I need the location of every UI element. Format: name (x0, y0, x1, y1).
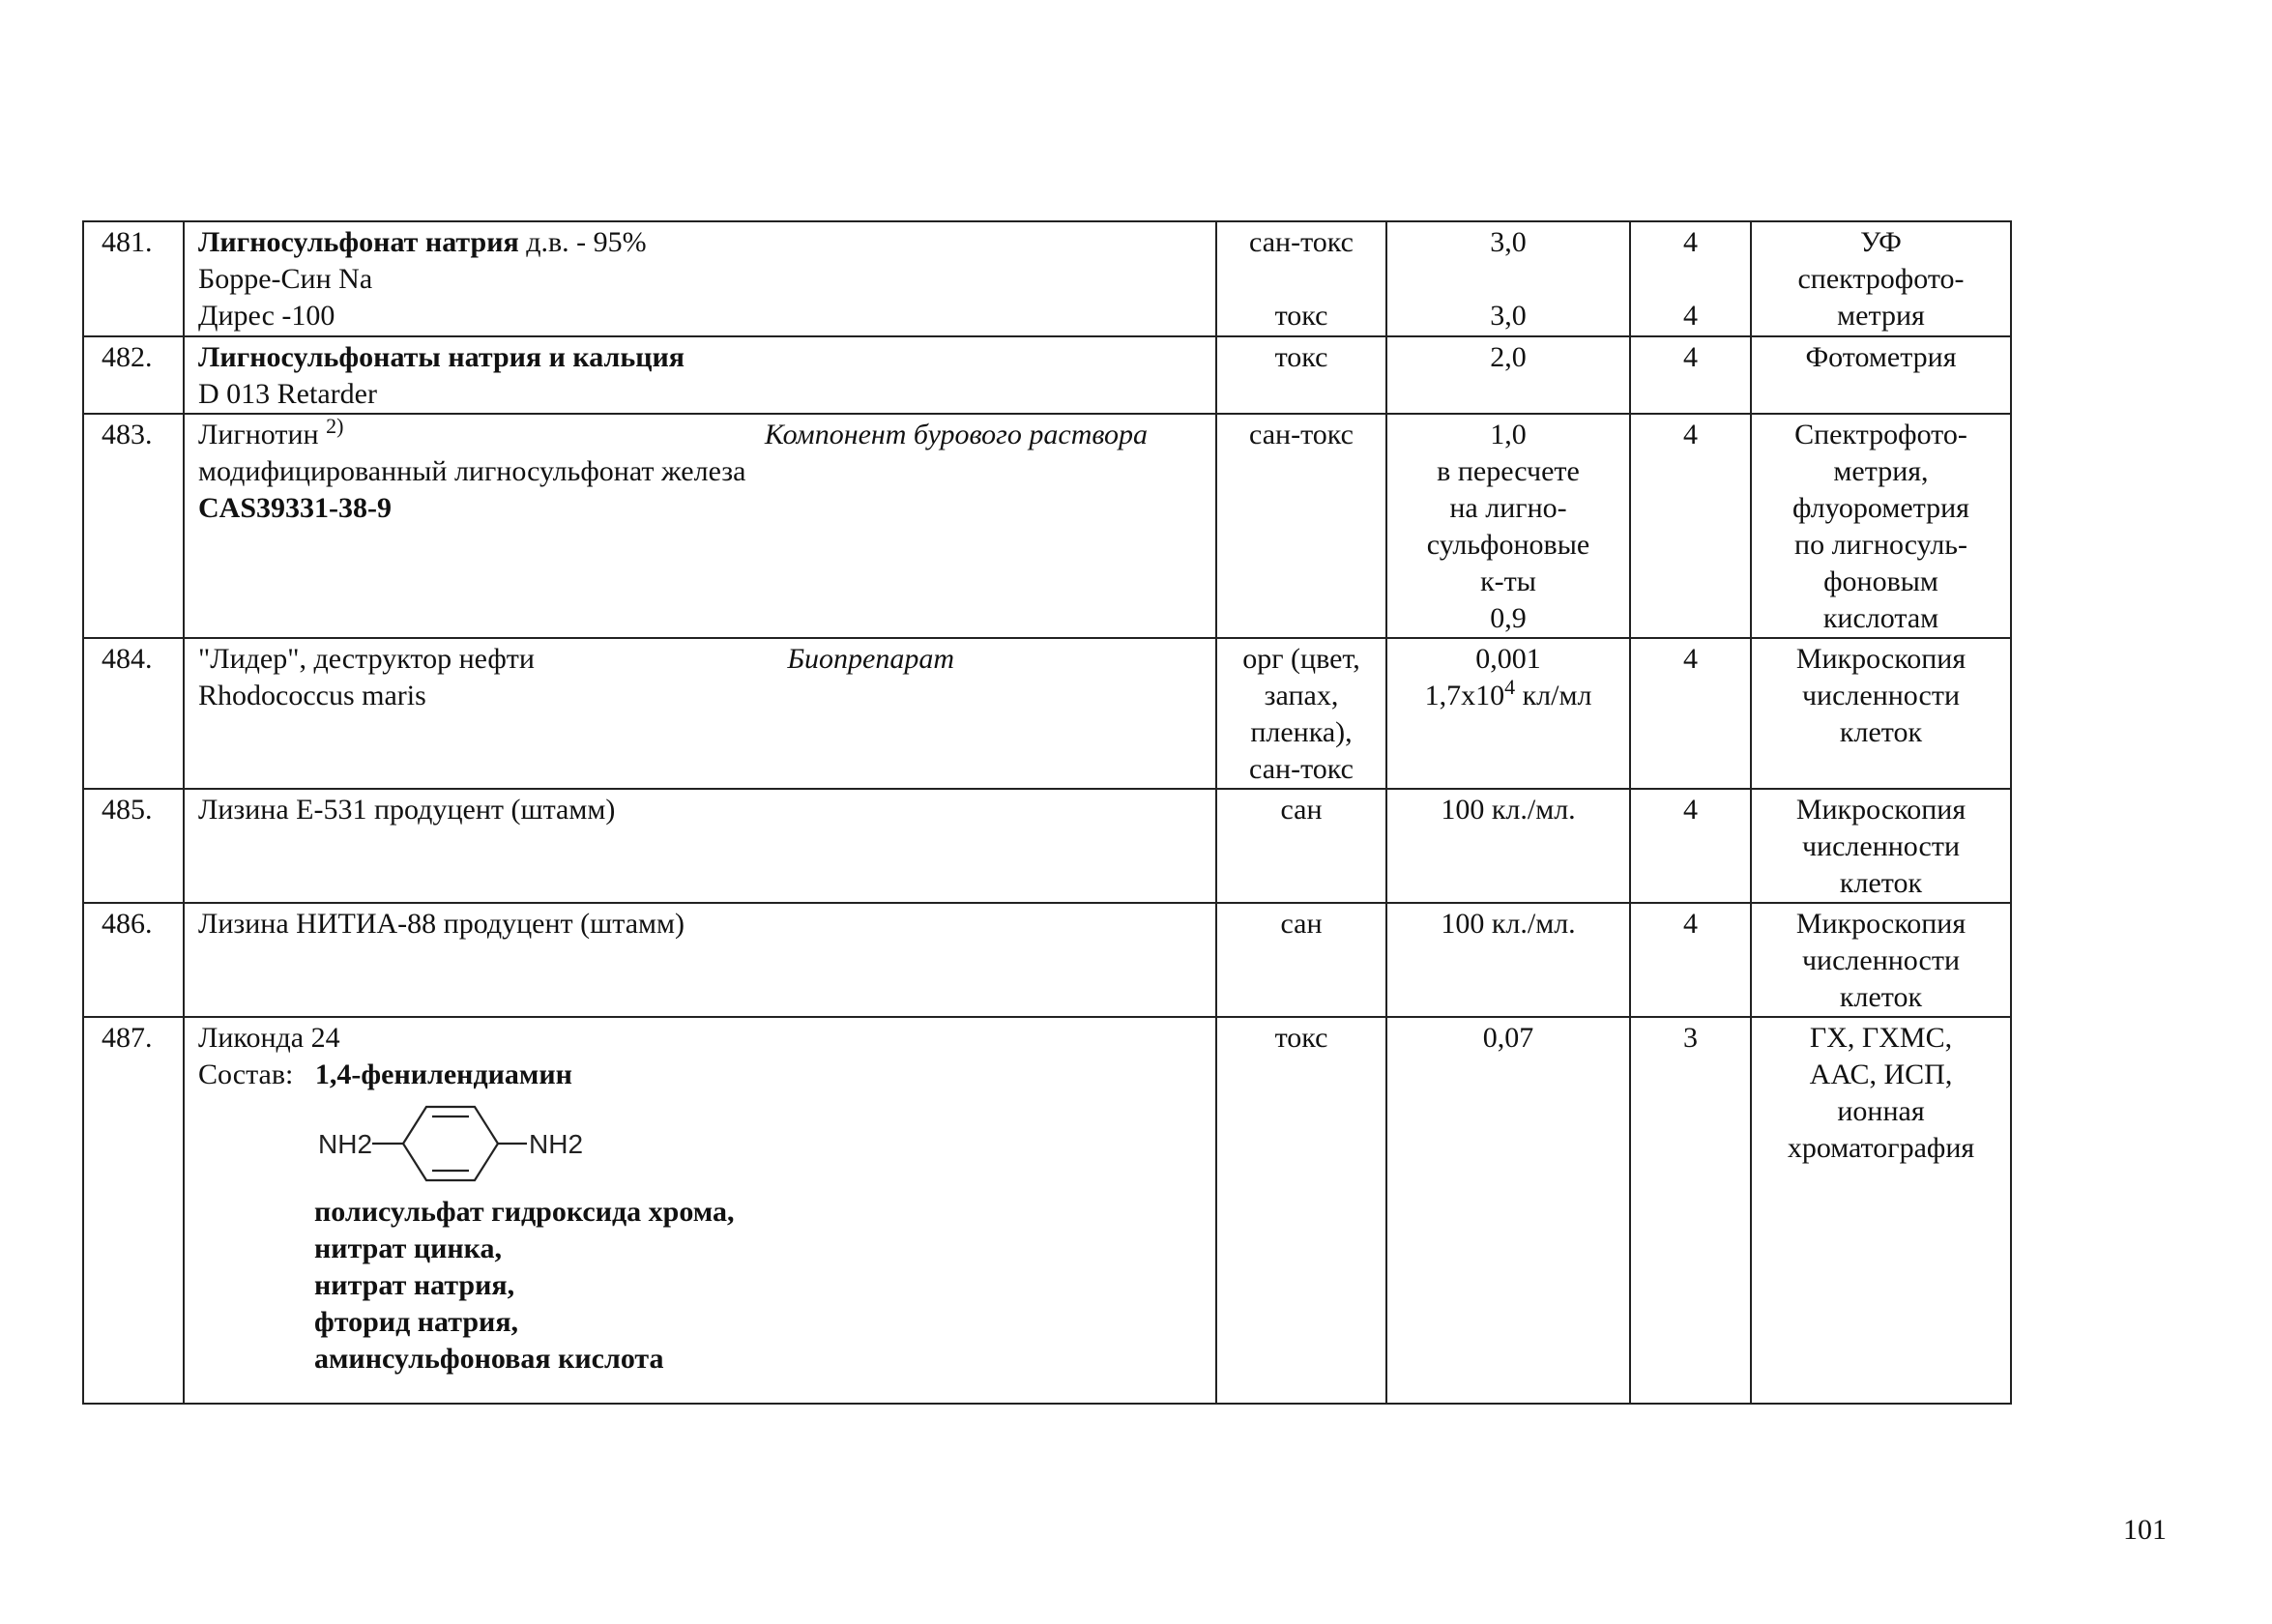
class-cell: 4 (1630, 336, 1751, 414)
method-line: численности (1801, 830, 1961, 862)
class-cell: 4 (1630, 638, 1751, 789)
method-line: флуорометрия (1792, 492, 1969, 524)
component: аминсульфоновая кислота (314, 1343, 664, 1375)
limit-note: в пересчете (1437, 455, 1580, 487)
method-line: Спектрофото- (1794, 419, 1967, 450)
substance-description: модифицированный лигносульфонат железа (198, 455, 746, 487)
method-line: клеток (1839, 716, 1923, 748)
method-line: клеток (1839, 981, 1923, 1013)
value-cell: 0,07 (1386, 1017, 1630, 1404)
row-number: 482. (83, 336, 184, 414)
value-cell: 100 кл./мл. (1386, 789, 1630, 903)
footnote-mark: 2) (326, 414, 344, 438)
amine-label: NH2 (529, 1129, 584, 1159)
method-line: Микроскопия (1795, 794, 1966, 826)
trade-name: Дирес -100 (198, 300, 335, 332)
hazard-cell: сан (1216, 789, 1386, 903)
limit-note: на лигно- (1449, 492, 1567, 524)
hazard-cell: токс (1216, 1017, 1386, 1404)
limit-value: 0,001 (1475, 643, 1541, 675)
substance-name: Лизина НИТИА-88 продуцент (штамм) (184, 903, 1216, 1017)
method-line: численности (1801, 944, 1961, 976)
substance-cell (184, 638, 1216, 789)
hazard-value: сан-токс (1249, 753, 1354, 785)
substance-name: Ликонда 24 (198, 1022, 340, 1054)
row-number: 487. (83, 1017, 184, 1404)
value-cell (1386, 638, 1630, 789)
method-cell (1751, 1017, 2011, 1404)
method-line: кислотам (1822, 602, 1939, 634)
trade-name: Борре-Син Na (198, 263, 373, 295)
value-cell: 100 кл./мл. (1386, 903, 1630, 1017)
hazard-cell (1216, 638, 1386, 789)
hazard-value: запах, (1264, 680, 1339, 711)
limit-value: 3,0 (1490, 300, 1527, 332)
method-line: численности (1801, 680, 1961, 711)
limit-value-2: $1,7х10^4$ кл/мл (1424, 675, 1592, 711)
hazard-class: 4 (1683, 226, 1698, 258)
substance-cell (184, 336, 1216, 414)
substance-cell (184, 1017, 1216, 1404)
value-cell: 2,0 (1386, 336, 1630, 414)
method-line: Микроскопия (1795, 643, 1966, 675)
class-cell (1630, 221, 1751, 336)
cas-number: CAS39331-38-9 (198, 492, 392, 524)
substance-name: "Лидер", деструктор нефти (198, 643, 535, 675)
row-number: 483. (83, 414, 184, 638)
method-line: клеток (1839, 867, 1923, 899)
substance-cell (184, 221, 1216, 336)
value-cell (1386, 414, 1630, 638)
class-cell: 4 (1630, 414, 1751, 638)
amine-label: NH2 (318, 1129, 373, 1159)
table-row (83, 638, 2011, 789)
limit-note: к-ты (1480, 566, 1536, 597)
hazard-class: 4 (1683, 300, 1698, 332)
substance-cell (184, 414, 1216, 638)
method-line: хроматография (1787, 1132, 1975, 1164)
hazard-cell: сан-токс (1216, 414, 1386, 638)
method-line: ГХ, ГХМС, (1809, 1022, 1953, 1054)
substance-note: д.в. - 95% (518, 226, 647, 258)
method-cell (1751, 221, 2011, 336)
table-row (83, 903, 2011, 1017)
table-row (83, 789, 2011, 903)
component: фторид натрия, (314, 1306, 519, 1338)
limit-value: 0,9 (1490, 602, 1527, 634)
composition-first: 1,4-фенилендиамин (314, 1058, 572, 1090)
hazard-value: токс (1274, 300, 1328, 332)
substance-note: Биопрепарат (787, 643, 954, 675)
method-line: фоновым (1823, 566, 1938, 597)
limit-note: сульфоновые (1426, 529, 1590, 561)
substance-name: Лигносульфонат натрия (198, 226, 519, 258)
trade-name: D 013 Retarder (198, 378, 377, 410)
method-cell: Фотометрия (1751, 336, 2011, 414)
substance-name: Лигнотин (198, 419, 319, 450)
method-line: спектрофото- (1797, 263, 1965, 295)
class-cell: 3 (1630, 1017, 1751, 1404)
phenylenediamine-structure-icon (314, 1099, 604, 1188)
hazard-value: сан-токс (1249, 226, 1354, 258)
substances-table (82, 220, 2012, 1405)
method-line: Микроскопия (1795, 908, 1966, 940)
method-line: ААС, ИСП, (1809, 1058, 1953, 1090)
substance-note: Компонент бурового раствора (764, 419, 1148, 450)
hazard-value: орг (цвет, (1242, 643, 1360, 675)
table-row (83, 1017, 2011, 1404)
method-line: УФ (1860, 226, 1902, 258)
row-number: 485. (83, 789, 184, 903)
limit-value: 3,0 (1490, 226, 1527, 258)
composition-label: Состав: (198, 1058, 294, 1090)
method-line: по лигносуль- (1794, 529, 1967, 561)
substance-name: Лизина Е-531 продуцент (штамм) (184, 789, 1216, 903)
method-cell (1751, 638, 2011, 789)
table-row (83, 221, 2011, 336)
class-cell: 4 (1630, 903, 1751, 1017)
table-row (83, 336, 2011, 414)
method-cell (1751, 903, 2011, 1017)
composition-line (198, 1057, 1206, 1093)
page-number: 101 (2123, 1514, 2167, 1546)
method-line: метрия, (1833, 455, 1929, 487)
method-line: ионная (1837, 1095, 1925, 1127)
limit-value: 1,0 (1490, 419, 1527, 450)
class-cell: 4 (1630, 789, 1751, 903)
row-number: 481. (83, 221, 184, 336)
method-cell (1751, 414, 2011, 638)
row-number: 484. (83, 638, 184, 789)
organism-name: Rhodococcus maris (198, 680, 426, 711)
method-cell (1751, 789, 2011, 903)
component: нитрат натрия, (314, 1269, 515, 1301)
value-cell (1386, 221, 1630, 336)
row-number: 486. (83, 903, 184, 1017)
substance-name: Лигносульфонаты натрия и кальция (198, 341, 685, 373)
table-row (83, 414, 2011, 638)
method-line: метрия (1837, 300, 1925, 332)
hazard-cell: токс (1216, 336, 1386, 414)
hazard-cell: сан (1216, 903, 1386, 1017)
hazard-cell (1216, 221, 1386, 336)
component: полисульфат гидроксида хрома, (314, 1196, 735, 1228)
hazard-value: пленка), (1250, 716, 1353, 748)
component: нитрат цинка, (314, 1232, 503, 1264)
